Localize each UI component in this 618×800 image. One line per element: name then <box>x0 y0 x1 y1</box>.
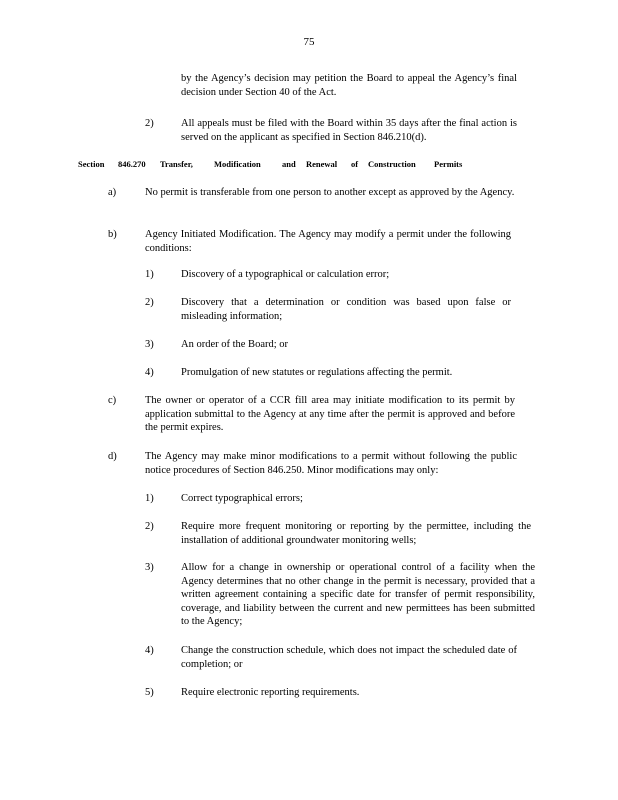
item-text: Require electronic reporting requirements. <box>181 687 360 698</box>
section-label: Section <box>78 159 105 169</box>
item-text: Correct typographical errors; <box>181 493 303 504</box>
item-label: 3) <box>145 562 154 573</box>
item-label: 5) <box>145 687 154 698</box>
heading-word: Transfer, <box>160 159 193 169</box>
heading-word: of <box>351 159 359 169</box>
item-text: Allow for a change in ownership or operational control of a facility when the Agency determines that no other change in the permit is necessary, provided that a written agreement containing a specific date for transfer of permit responsibility, coverage, and liability between the current and new permittees has been submitted to the Agency; <box>181 562 535 627</box>
heading-word: Renewal <box>306 159 338 169</box>
heading-word: Construction <box>368 159 416 169</box>
item-label: 3) <box>145 339 154 350</box>
item-text: Require more frequent monitoring or reporting by the permittee, including the installation of additional groundwater monitoring wells; <box>181 521 531 546</box>
page-number: 75 <box>303 36 315 48</box>
item-label: 2) <box>145 297 154 308</box>
subsection-text: No permit is transferable from one person to another except as approved by the Agency. <box>145 187 515 198</box>
item-text: All appeals must be filed with the Board within 35 days after the final action is served on the applicant as specified in Section 846.210(d). <box>181 118 517 143</box>
item-label: 2) <box>145 118 154 129</box>
item-text: Change the construction schedule, which does not impact the scheduled date of completion; or <box>181 645 517 670</box>
subsection-label: c) <box>108 395 117 406</box>
item-label: 1) <box>145 493 154 504</box>
subsection-label: a) <box>108 187 117 198</box>
subsection-text: Agency Initiated Modification. The Agency may modify a permit under the following conditions: <box>145 229 511 254</box>
item-label: 4) <box>145 367 154 378</box>
section-number: 846.270 <box>118 159 146 169</box>
heading-word: Permits <box>434 159 463 169</box>
subsection-label: b) <box>108 229 117 240</box>
item-text: Promulgation of new statutes or regulations affecting the permit. <box>181 367 453 378</box>
heading-word: and <box>282 159 296 169</box>
item-label: 4) <box>145 645 154 656</box>
continued-paragraph: by the Agency’s decision may petition the Board to appeal the Agency’s final decision under Section 40 of the Act. <box>181 73 517 98</box>
item-label: 2) <box>145 521 154 532</box>
subsection-text: The owner or operator of a CCR fill area may initiate modification to its permit by application submittal to the Agency at any time after the permit is approved and before the permit expires. <box>145 395 515 433</box>
subsection-label: d) <box>108 451 117 462</box>
item-text: Discovery of a typographical or calculation error; <box>181 269 390 280</box>
item-text: Discovery that a determination or condition was based upon false or misleading information; <box>181 297 511 322</box>
item-label: 1) <box>145 269 154 280</box>
item-text: An order of the Board; or <box>181 339 289 350</box>
heading-word: Modification <box>214 159 261 169</box>
subsection-text: The Agency may make minor modifications to a permit without following the public notice procedures of Section 846.250. Minor modifications may only: <box>145 451 517 476</box>
